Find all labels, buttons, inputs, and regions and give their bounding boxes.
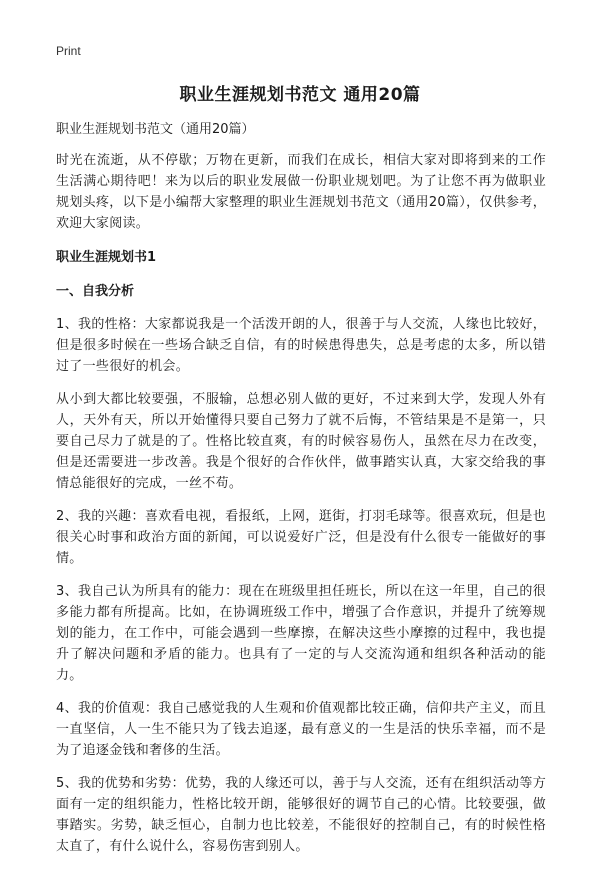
section-heading: 职业生涯规划书1 [56,250,157,265]
subsection-heading: 一、自我分析 [56,284,135,299]
paragraph-interests: 2、我的兴趣：喜欢看电视，看报纸，上网，逛街，打羽毛球等。很喜欢玩，但是也很关心时事和政治方面的新闻，可以说爱好广泛，但是没有什么很专一能做好的事情。 [56,509,546,566]
paragraph-strengths-weaknesses: 5、我的优势和劣势：优势，我的人缘还可以，善于与人交流，还有在组织活动等方面有一定的组织能力，性格比较开朗，能够很好的调节自己的心情。比较要强，做事踏实。劣势，缺乏恒心，自制力也比较差，不能很好的控制自己，有的时候性格太直了，有什么说什么，容易伤害到别人。 [56,776,546,854]
paragraph-growth: 从小到大都比较要强，不服输，总想必别人做的更好，不过来到大学，发现人外有人，天外有天，所以开始懂得只要自己努力了就不后悔，不管结果是不是第一，只要自己尽力了就是的了。性格比较直爽，有的时候容易伤人，虽然在尽力在改变，但是还需要进一步改善。我是个很好的合作伙伴，做事踏实认真，大家交给我的事情总能很好的完成，一丝不苟。 [56,392,546,491]
page-title: 职业生涯规划书范文 通用20篇 [179,85,421,105]
paragraph-abilities: 3、我自己认为所具有的能力：现在在班级里担任班长，所以在这一年里，自己的很多能力都有所提高。比如，在协调班级工作中，增强了合作意识，并提升了统筹规划的能力，在工作中，可能会遇到一些摩擦，在解决这些小摩擦的过程中，我也提升了解决问题和矛盾的能力。也具有了一定的与人交流沟通和组织各种活动的能力。 [56,584,546,683]
paragraph-personality: 1、我的性格：大家都说我是一个活泼开朗的人，很善于与人交流，人缘也比较好，但是很多时候在一些场合缺乏自信，有的时候患得患失，总是考虑的太多，所以错过了一些很好的机会。 [56,317,546,374]
document-body [56,120,546,869]
document-subtitle: 职业生涯规划书范文（通用20篇） [56,122,255,137]
paragraph-values: 4、我的价值观：我自己感觉我的人生观和价值观都比较正确，信仰共产主义，而且一直坚信，人一生不能只为了钱去追逐，最有意义的一生是活的快乐幸福，而不是为了追逐金钱和奢侈的生活。 [56,701,546,758]
print-link[interactable]: Print [56,44,81,58]
intro-paragraph: 时光在流逝，从不停歇；万物在更新，而我们在成长，相信大家对即将到来的工作生活满心期待吧！来为以后的职业发展做一份职业规划吧。为了让您不再为做职业规划头疼，以下是小编帮大家整理的职业生涯规划书范文（通用20篇），仅供参考，欢迎大家阅读。 [56,153,546,231]
